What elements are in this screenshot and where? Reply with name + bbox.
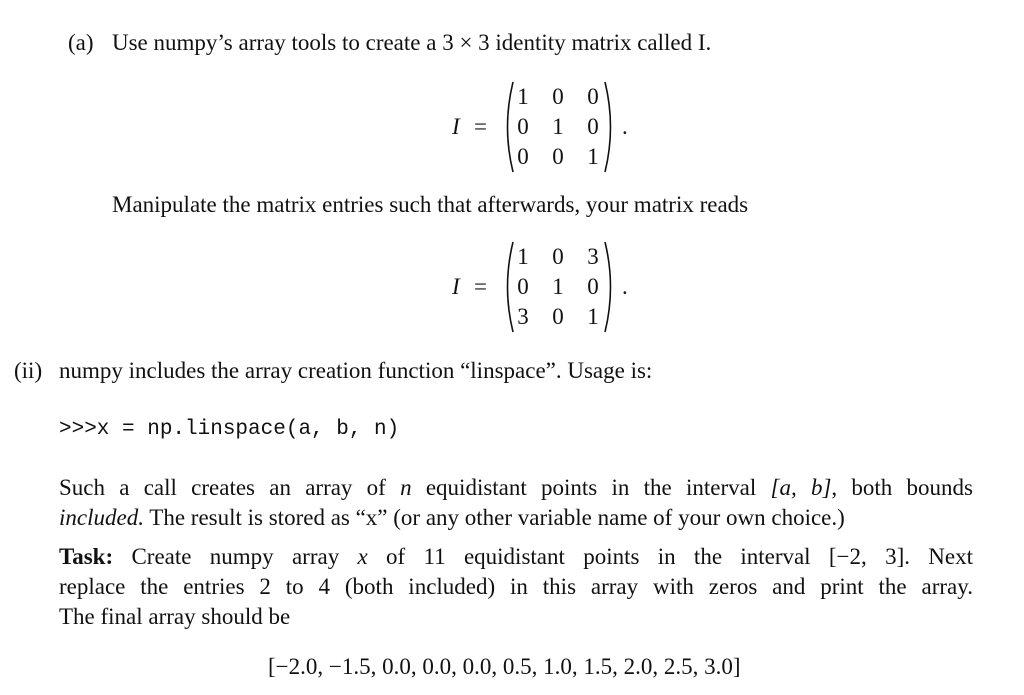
matrix-cell: 1 [552, 274, 564, 299]
identity-matrix-equation [452, 80, 642, 180]
matrix-symbol: I [452, 274, 460, 299]
matrix-cell: 0 [517, 274, 529, 299]
description-paragraph [59, 473, 973, 533]
matrix-cell: 0 [517, 144, 529, 169]
code-snippet: >>>x = np.linspace(a, b, n) [59, 418, 400, 441]
task-label: Task: [59, 544, 114, 569]
task-line-2: replace the entries 2 to 4 (both included) in this array with zeros and print the array. [59, 574, 973, 599]
matrix-cell: 1 [587, 304, 599, 329]
task-line-1: Task: Create numpy array x of 11 equidistant points in the interval [−2, 3]. Next [59, 544, 973, 569]
matrix-cell: 1 [517, 244, 529, 269]
equals-sign: = [474, 274, 487, 299]
equals-sign: = [474, 114, 487, 139]
final-array: [−2.0, −1.5, 0.0, 0.0, 0.0, 0.5, 1.0, 1.5, 2.0, 2.5, 3.0] [268, 654, 741, 679]
manipulate-text: Manipulate the matrix entries such that afterwards, your matrix reads [112, 192, 749, 217]
matrix-cell: 0 [517, 114, 529, 139]
interval-ab: [a, b] [770, 475, 832, 500]
matrix-cell: 0 [587, 84, 599, 109]
part-ii-intro: numpy includes the array creation function “linspace”. Usage is: [59, 358, 653, 383]
matrix-cell: 0 [552, 84, 564, 109]
part-a-instruction: Use numpy’s array tools to create a 3 × 3 identity matrix called I. [112, 30, 712, 55]
matrix-cell: 3 [517, 304, 529, 329]
matrix-cell: 0 [587, 114, 599, 139]
matrix-cell: 0 [587, 274, 599, 299]
right-paren-icon [602, 240, 618, 334]
description-line-2: included. The result is stored as “x” (or any other variable name of your own choice.) [59, 505, 845, 530]
right-paren-icon [602, 80, 618, 174]
matrix-cell: 0 [552, 144, 564, 169]
matrix-cell: 1 [552, 114, 564, 139]
target-matrix-equation [452, 240, 642, 340]
part-a-label: (a) [68, 30, 94, 55]
matrix-cell: 1 [517, 84, 529, 109]
period: . [622, 114, 628, 139]
description-line-1: Such a call creates an array of n equidistant points in the interval [a, b], both bounds [59, 475, 973, 500]
task-paragraph [59, 542, 973, 632]
matrix-cell: 3 [587, 244, 599, 269]
task-line-3: The final array should be [59, 604, 291, 629]
matrix-symbol: I [452, 114, 460, 139]
matrix-cell: 0 [552, 244, 564, 269]
matrix-cell: 1 [587, 144, 599, 169]
period: . [622, 274, 628, 299]
matrix-cell: 0 [552, 304, 564, 329]
part-ii-label: (ii) [14, 358, 43, 383]
